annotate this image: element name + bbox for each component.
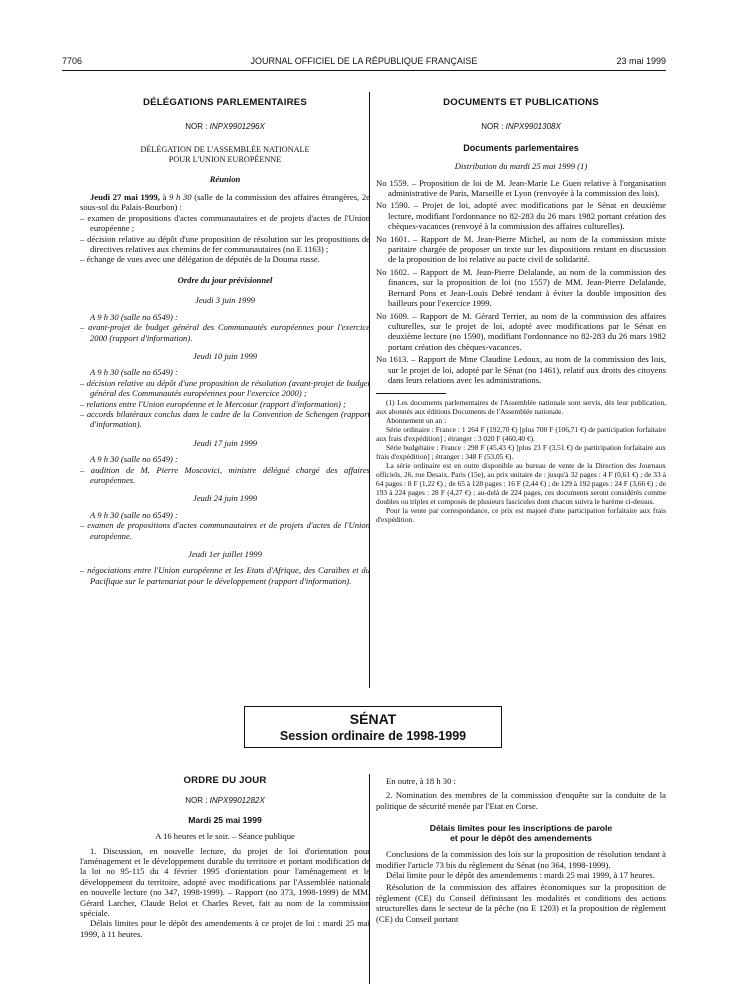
session-date: Mardi 25 mai 1999 [188, 814, 262, 825]
day-time: A 9 h 30 (salle no 6549) : [90, 454, 178, 465]
day-date: Jeudi 24 juin 1999 [192, 493, 258, 504]
header-rule [62, 70, 666, 71]
en-outre-line: En outre, à 18 h 30 : [386, 776, 456, 786]
session-title: Session ordinaire de 1998-1999 [279, 729, 467, 743]
right-column [376, 98, 666, 524]
list-item: No 1613. – Rapport de Mme Claudine Ledoux, au nom de la commission des lois, sur le projet de loi, adopté par le Sénat (no 1461), relatif aux droits des citoyens dans leurs relations avec les administrations. [376, 354, 666, 385]
journal-title: JOURNAL OFFICIEL DE LA RÉPUBLIQUE FRANÇAISE [250, 56, 478, 66]
agenda-item: 1. Discussion, en nouvelle lecture, du projet de loi d'orientation pour l'aménagement et le développement durable du territoire et portant modification de la loi no 95-115 du 4 février 1995 d'orientation pour l'aménagement et le développement du territoire, adopté avec modifications par l'Assemblée nationale en nouvelle lecture (no 347, 1998-1999). – Rapport (no 373, 1998-1999) de MM. Gérard Larcher, Claude Belot et Charles Revet, fait au nom de la commission spéciale. [80, 845, 370, 919]
meeting-items [80, 213, 370, 265]
senat-right-column [376, 776, 666, 924]
documents-list [376, 178, 666, 386]
list-item: – négociations entre l'Union européenne et les Etats d'Afrique, des Caraïbes et du Pacifique sur le partenariat pour le développement (rapport d'information). [80, 565, 370, 586]
list-item: – décision relative au dépôt d'une proposition de résolution (avant-projet de budget général des Communautés européennes pour l'exercice 2000) ; [80, 377, 370, 399]
section-title: DÉLÉGATIONS PARLEMENTAIRES [142, 97, 308, 108]
list-item: – accords bilatéraux conclus dans le cadre de la Convention de Schengen (rapport d'information). [80, 408, 370, 430]
day-date: Jeudi 10 juin 1999 [192, 350, 258, 361]
ordre-heading: Ordre du jour prévisionnel [177, 274, 273, 285]
nor-reference: NOR : INPX9901296X [185, 122, 265, 132]
deadline-note: Délai limite pour le dépôt des amendements : mardi 25 mai 1999, à 17 heures. [386, 870, 655, 881]
footnote: (1) Les documents parlementaires de l'Assemblée nationale sont servis, dès leur publication, aux abonnés aux éditions Documents de l'Assemblée nationale. Abonnement un an : Série ordinaire : France : 1 264 F (192,70 €) [plus 700 F (106,71 €) de participation forfaitaire aux frais d'expédition] ; étranger : 3 020 F (460,40 €). Série budgétaire : France : 298 F (45,43 €) [plus 23 F (3,51 €) de participation forfaitaire aux frais d'expédition] ; étranger : 348 F (53,05 €). La série ordinaire est en outre disponible au bureau de vente de la Direction des Journaux officiels, 26, rue Desaix, Paris (15e), au prix unitaire de : jusqu'à 32 pages : 4 F (0,61 €) ; de 33 à 64 pages : 8 F (1,22 €) ; de 65 à 128 pages : 16 F (2,44 €) ; de 129 à 192 pages : 24 F (3,66 €) ; de 193 à 224 pages : 28 F (4,27 €) ; au-delà de 224 pages, ces documents seront considérés comme doubles ou triples et composés de plusieurs fascicules dont chacun suivra le barème ci-dessus. Pour la vente par correspondance, ce prix est majoré d'une participation forfaitaire aux frais d'expédition. [376, 398, 666, 525]
agenda-item: 2. Nomination des membres de la commission d'enquête sur la conduite de la politique de sécurité menée par l'Etat en Corse. [376, 790, 666, 811]
senat-banner [244, 706, 502, 748]
subsection-title: Documents parlementaires [463, 142, 579, 153]
section-title: ORDRE DU JOUR [183, 775, 267, 786]
list-item: No 1601. – Rapport de M. Jean-Pierre Michel, au nom de la commission mixte paritaire chargée de proposer un texte sur les dispositions restant en discussion de la proposition de loi relative au pacte civil de solidarité. [376, 233, 666, 265]
deadline-note: Délais limites pour le dépôt des amendements à ce projet de loi : mardi 25 mai 1999, à 11 heures. [80, 918, 370, 939]
day-time: A 9 h 30 (salle no 6549) : [90, 311, 178, 322]
day-date: Jeudi 3 juin 1999 [195, 295, 255, 306]
meeting-intro: Jeudi 27 mai 1999, à 9 h 30 (salle de la commission des affaires étrangères, 2e sous-sol du Palais-Bourbon) : [80, 192, 370, 213]
list-item: No 1602. – Rapport de M. Jean-Pierre Delalande, au nom de la commission des finances, sur la proposition de loi (no 1557) de MM. Jean-Pierre Delalande, Bernard Pons et Jean-Louis Debré tendant à éviter la double imposition des bailleurs pour l'exercice 1999. [376, 266, 666, 309]
list-item: – examen de propositions d'actes communautaires et de projets d'actes de l'Union européenne. [80, 520, 370, 541]
day-date: Jeudi 17 juin 1999 [192, 437, 258, 448]
list-item: – échange de vues avec une délégation de députés de la Douma russe. [80, 254, 320, 265]
nor-reference: NOR : INPX9901282X [185, 796, 265, 806]
list-item: No 1590. – Projet de loi, adopté avec modifications par le Sénat en deuxième lecture, modifiant l'ordonnance no 82-283 du 26 mars 1982 portant création des chèques-vacances (renvoyé à la commission des affaires culturelles). [376, 200, 666, 232]
seance-line: A 16 heures et le soir. – Séance publique [155, 831, 295, 842]
page-number: 7706 [62, 56, 83, 66]
issue-date: 23 mai 1999 [616, 56, 666, 66]
section-title: DOCUMENTS ET PUBLICATIONS [443, 97, 599, 108]
list-item: – audition de M. Pierre Moscovici, ministre délégué chargé des affaires européennes. [80, 464, 370, 485]
day-time: A 9 h 30 (salle no 6549) : [90, 509, 178, 520]
delais-heading: Délais limites pour les inscriptions de parole et pour le dépôt des amendements [429, 823, 613, 844]
nor-reference: NOR : INPX9901308X [481, 122, 561, 132]
day-date: Jeudi 1er juillet 1999 [188, 549, 262, 559]
senat-title: SÉNAT [349, 711, 397, 727]
resolution-para: Résolution de la commission des affaires économiques sur la proposition de règlement (CE) du Conseil définissant les modalités et conditions des actions structurelles dans le secteur de la pêche (no E 1203) et la proposition de règlement (CE) du Conseil portant [376, 882, 666, 924]
reunion-heading: Réunion [209, 173, 241, 184]
conclusions-para: Conclusions de la commission des lois sur la proposition de résolution tendant à modifier l'article 73 bis du règlement du Sénat (no 364, 1998-1999). [376, 849, 666, 870]
list-item: – relations entre l'Union européenne et le Mercosur (rapport d'information) ; [80, 398, 346, 409]
list-item: – examen de propositions d'actes communautaires et de projets d'actes de l'Union européenne ; [80, 212, 370, 234]
page-header [62, 56, 666, 70]
list-item: – décision relative au dépôt d'une proposition de résolution sur les propositions de directives relatives aux chemins de fer communautaires (no E 1163) ; [80, 233, 370, 255]
footnote-rule [376, 393, 446, 394]
senat-left-column [80, 776, 370, 939]
left-column [80, 98, 370, 586]
list-item: No 1559. – Proposition de loi de M. Jean-Marie Le Guen relative à l'organisation administrative de Paris, Marseille et Lyon (renvoyée à la commission des lois). [376, 177, 666, 199]
distribution-line: Distribution du mardi 25 mai 1999 (1) [454, 161, 588, 172]
delegation-name: DÉLÉGATION DE L'ASSEMBLÉE NATIONALE POUR L'UNION EUROPÉENNE [140, 144, 310, 165]
list-item: No 1609. – Rapport de M. Gérard Terrier, au nom de la commission des affaires culturelles, sur le projet de loi, adopté avec modifications par le Sénat en deuxième lecture (no 1590), modifiant l'ordonnance no 82-283 du 26 mars 1982 portant création des chèques-vacances. [376, 310, 666, 352]
list-item: – avant-projet de budget général des Communautés européennes pour l'exercice 2000 (rapport d'information). [80, 322, 370, 343]
day-time: A 9 h 30 (salle no 6549) : [90, 367, 178, 378]
